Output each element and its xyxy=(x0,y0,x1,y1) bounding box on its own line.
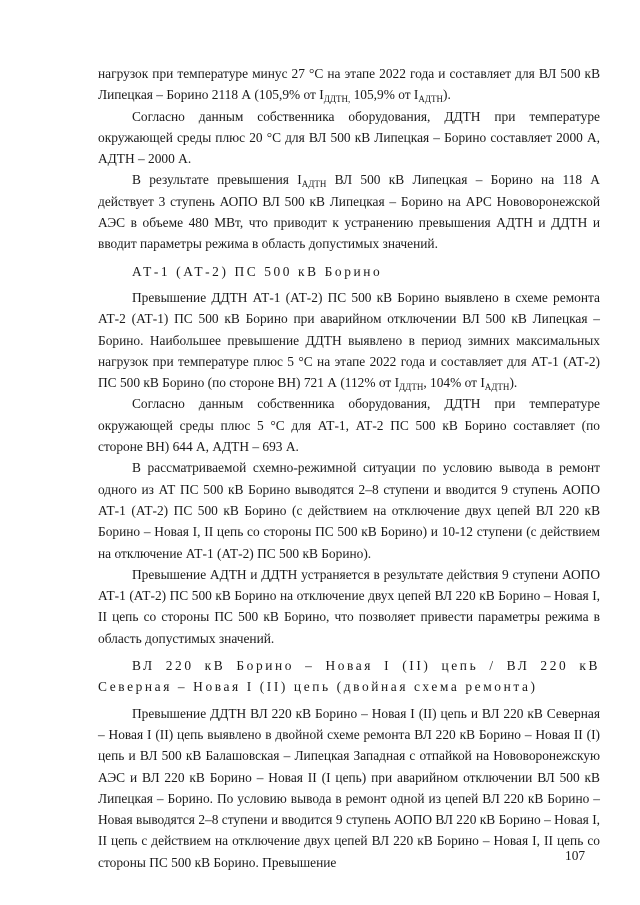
paragraph-1: нагрузок при температуре минус 27 °С на этапе 2022 года и составляет для ВЛ 500 кВ Липецкая – Борино 2118 А (105,9% от $I_{ДДТН,}$ 105,9% от $I_{АДТН}$). xyxy=(98,66,600,105)
paragraph-4: Превышение ДДТН АТ-1 (АТ-2) ПС 500 кВ Борино выявлено в схеме ремонта АТ-2 (АТ-1) ПС 500 кВ Борино при аварийном отключении ВЛ 500 кВ Липецкая – Борино. Наибольшее превышение ДДТН выявлено в период зимних максимальных нагрузок при температуре плюс 5 °С на этапе 2022 года и составляет для АТ-1 (АТ-2) ПС 500 кВ Борино (по стороне ВН) 721 А (112% от $I_{ДДТН}$, 104% от $I_{АДТН}$). xyxy=(98,289,600,393)
page-number: 107 xyxy=(565,848,586,863)
paragraph-6: В рассматриваемой схемно-режимной ситуации по условию вывода в ремонт одного из АТ ПС 500 кВ Борино выводятся 2–8 ступени и вводится 9 ступень АОПО АТ-1 (АТ-2) ПС 500 кВ Борино (с действием на отключение двух цепей ВЛ 220 кВ Борино – Новая I, II цепь со стороны ПС 500 кВ Борино) и 10-12 ступени (с действием на отключение АТ-1 (АТ-2) ПС 500 кВ Борино). xyxy=(98,460,600,561)
paragraph-7: Превышение АДТН и ДДТН устраняется в результате действия 9 ступени АОПО АТ-1 (АТ-2) ПС 500 кВ Борино на отключение двух цепей ВЛ 220 кВ Борино – Новая I, II цепь со стороны ПС 500 кВ Борино, что позволяет привести параметры режима в область допустимых значений. xyxy=(98,566,600,646)
paragraph-3: В результате превышения $I_{АДТН}$ ВЛ 500 кВ Липецкая – Борино на 118 А действует 3 ступень АОПО ВЛ 500 кВ Липецкая – Борино на АРС Нововоронежской АЭС в объеме 480 МВт, что приводит к устранению превышения АДТН и ДДТН и вводит параметры режима в область допустимых значений. xyxy=(98,172,600,252)
paragraph-8: Превышение ДДТН ВЛ 220 кВ Борино – Новая I (II) цепь и ВЛ 220 кВ Северная – Новая I (II) цепь выявлено в двойной схеме ремонта ВЛ 220 кВ Борино – Новая II (I) цепь и ВЛ 500 кВ Балашовская – Липецкая Западная с отпайкой на Нововоронежскую АЭС и ВЛ 220 кВ Борино – Новая II (I цепь) при аварийном отключении ВЛ 500 кВ Липецкая – Борино. По условию вывода в ремонт одной из цепей ВЛ 220 кВ Борино – Новая выводятся 2–8 ступени и вводится 9 ступень АОПО ВЛ 220 кВ Борино – Новая I, II цепь с действием на отключение двух цепей ВЛ 220 кВ Борино – Новая I, II цепь со стороны ПС 500 кВ Борино. Превышение xyxy=(98,705,600,870)
document-body xyxy=(98,63,600,873)
paragraph-2: Согласно данным собственника оборудования, ДДТН при температуре окружающей среды плюс 20 °С для ВЛ 500 кВ Липецкая – Борино составляет 2000 А, АДТН – 2000 А. xyxy=(98,108,600,167)
section-heading-1: АТ-1 (АТ-2) ПС 500 кВ Борино xyxy=(132,263,383,279)
paragraph-5: Согласно данным собственника оборудования, ДДТН при температуре окружающей среды плюс 5 °С для АТ-1, АТ-2 ПС 500 кВ Борино составляет (по стороне ВН) 644 А, АДТН – 693 А. xyxy=(98,396,600,455)
section-heading-2: ВЛ 220 кВ Борино – Новая I (II) цепь / ВЛ 220 кВ Северная – Новая I (II) цепь (двойная схема ремонта) xyxy=(98,658,600,695)
